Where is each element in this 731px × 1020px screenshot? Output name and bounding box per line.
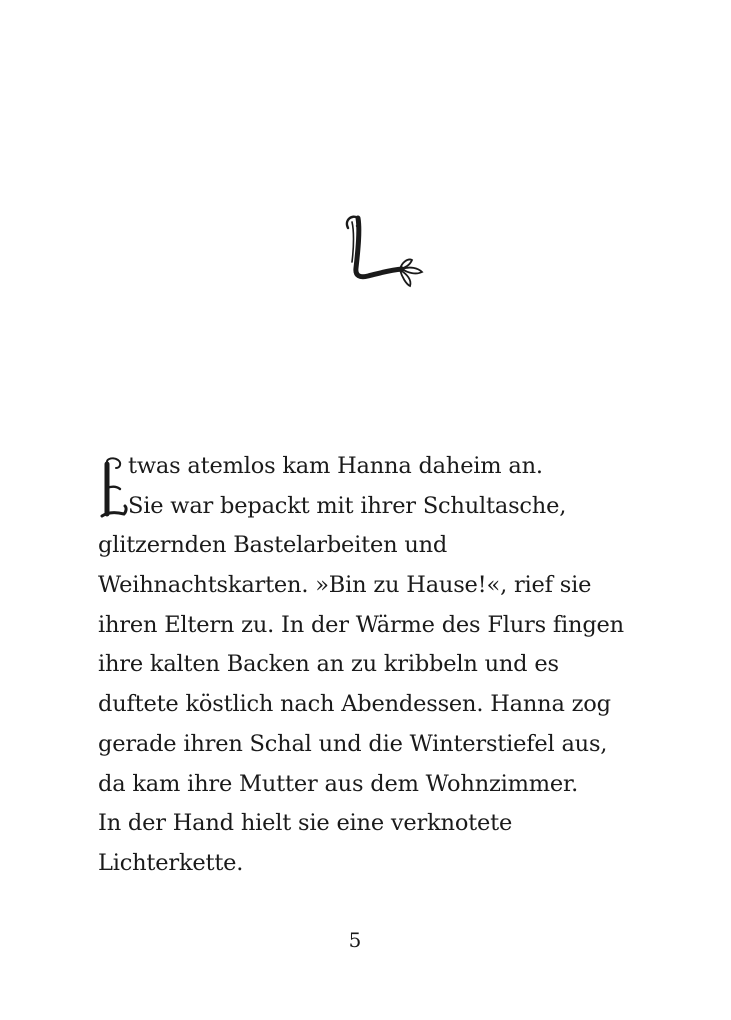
text-line: In der Hand hielt sie eine verknotete (98, 810, 513, 837)
drop-cap (98, 456, 128, 520)
text-line: glitzernden Bastelarbeiten und (98, 532, 448, 559)
text-line: da kam ihre Mutter aus dem Wohnzimmer. (98, 770, 579, 797)
text-line: Sie war bepackt mit ihrer Schultasche, (128, 492, 567, 519)
chapter-number (330, 200, 430, 300)
drop-cap-e-icon (98, 456, 128, 520)
ornamental-chapter-one-icon (330, 200, 430, 300)
text-line: twas atemlos kam Hanna daheim an. (128, 453, 543, 479)
text-line: ihre kalten Backen an zu kribbeln und es (98, 651, 559, 678)
chapter-paragraph (98, 447, 658, 884)
text-line: Lichterkette. (98, 849, 244, 876)
text-line: ihren Eltern zu. In der Wärme des Flurs fingen (98, 611, 624, 638)
page-number: 5 (348, 928, 362, 952)
text-line: gerade ihren Schal und die Winterstiefel aus, (98, 730, 608, 757)
text-line: Weihnachtskarten. »Bin zu Hause!«, rief sie (98, 572, 592, 599)
text-line: duftete köstlich nach Abendessen. Hanna zog (98, 691, 611, 718)
